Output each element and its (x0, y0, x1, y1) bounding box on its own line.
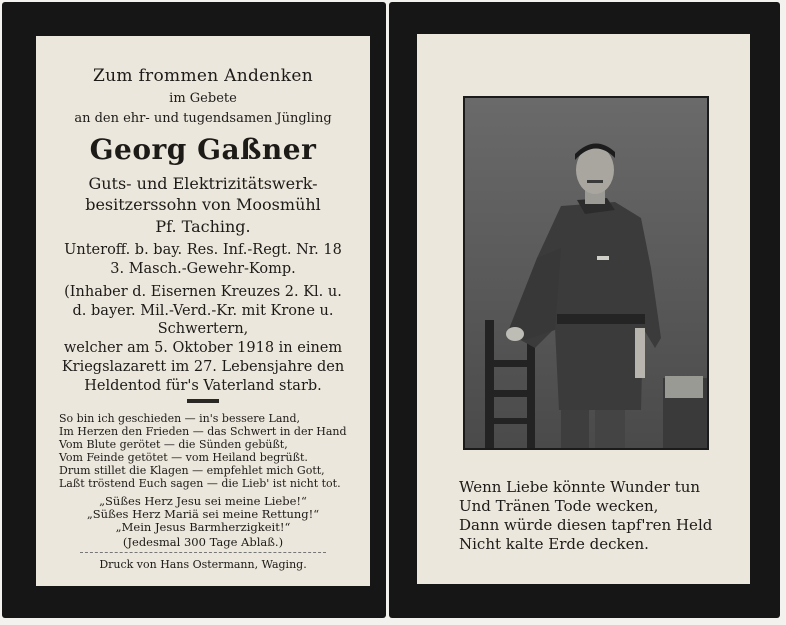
subheading-line: im Gebete (169, 91, 237, 106)
company-line: 3. Masch.-Gewehr-Komp. (110, 261, 296, 277)
right-memorial-card (417, 34, 750, 584)
verse-line: Dann würde diesen tapf'ren Held (459, 516, 713, 534)
prayer-line: „Süßes Herz Jesu sei meine Liebe!“ (99, 494, 307, 508)
verse-line: Nicht kalte Erde decken. (459, 535, 649, 553)
printer-credit: Druck von Hans Ostermann, Waging. (99, 558, 307, 571)
poem-line: So bin ich geschieden — in's bessere Land, (59, 412, 301, 425)
dashed-separator (80, 552, 326, 553)
poem-line: Laßt tröstend Euch sagen — die Lieb' ist nicht tot. (59, 477, 341, 490)
soldier-portrait-illustration (465, 98, 707, 448)
dedication-line: an den ehr- und tugendsamen Jüngling (74, 111, 332, 126)
left-black-border-panel (2, 2, 386, 618)
poem-line: Drum stillet die Klagen — empfehlet mich Gott, (59, 464, 325, 477)
decoration-line-1: (Inhaber d. Eisernen Kreuzes 2. Kl. u. (64, 284, 342, 300)
prayer-line: „Mein Jesus Barmherzigkeit!“ (115, 520, 291, 534)
verse-line: Und Tränen Tode wecken, (459, 497, 659, 515)
rank-line: Unteroff. b. bay. Res. Inf.-Regt. Nr. 18 (64, 242, 342, 258)
parish-line: Pf. Taching. (155, 217, 251, 236)
left-memorial-card (36, 36, 370, 586)
poem-line: Vom Feinde getötet — vom Heiland begrüßt. (59, 451, 308, 464)
description-line-1: Guts- und Elektrizitätswerk- (88, 174, 318, 193)
death-line-1: welcher am 5. Oktober 1918 in einem (63, 340, 343, 356)
indulgence-line: (Jedesmal 300 Tage Ablaß.) (122, 535, 284, 549)
death-line-3: Heldentod für's Vaterland starb. (84, 378, 322, 394)
death-line-2: Kriegslazarett im 27. Lebensjahre den (61, 359, 345, 375)
description-line-2: besitzerssohn von Moosmühl (85, 195, 321, 214)
deceased-name: Georg Gaßner (89, 133, 317, 166)
decoration-line-2: d. bayer. Mil.-Verd.-Kr. mit Krone u. (72, 303, 334, 319)
soldier-portrait-photo (463, 96, 709, 450)
poem-line: Im Herzen den Frieden — das Schwert in der Hand (59, 425, 347, 438)
prayer-line: „Süßes Herz Mariä sei meine Rettung!“ (86, 507, 320, 521)
verse-line: Wenn Liebe könnte Wunder tun (459, 478, 701, 496)
right-black-border-panel (389, 2, 780, 618)
ornament-divider (187, 399, 219, 403)
decoration-line-3: Schwertern, (157, 321, 249, 337)
poem-line: Vom Blute gerötet — die Sünden gebüßt, (59, 438, 288, 451)
heading-line: Zum frommen Andenken (92, 66, 314, 86)
